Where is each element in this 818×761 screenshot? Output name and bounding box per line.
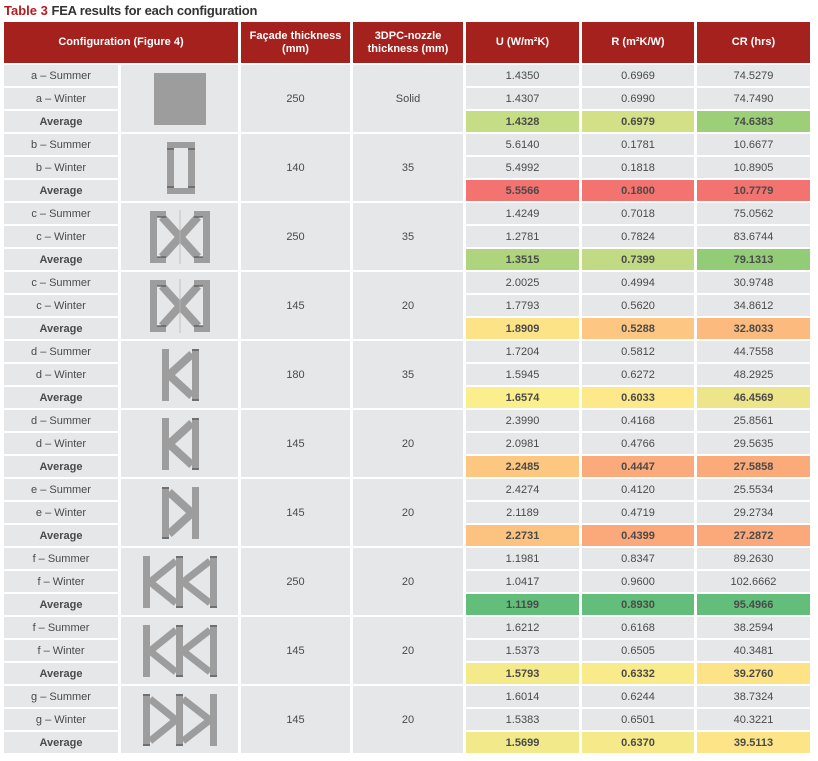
configuration-figure (121, 134, 238, 201)
average-label: Average (4, 180, 118, 201)
configuration-figure (121, 341, 238, 408)
average-u-value: 1.8909 (466, 318, 579, 339)
row-label: c – Summer (4, 203, 118, 224)
u-value: 5.6140 (466, 134, 579, 155)
u-value: 1.5945 (466, 364, 579, 385)
cr-value: 34.8612 (697, 295, 810, 316)
facade-thickness-value: 250 (241, 548, 350, 615)
table-row (4, 65, 810, 86)
r-value: 0.5620 (582, 295, 694, 316)
u-value: 2.1189 (466, 502, 579, 523)
average-u-value: 1.5793 (466, 663, 579, 684)
u-value: 2.3990 (466, 410, 579, 431)
cr-value: 10.8905 (697, 157, 810, 178)
average-r-value: 0.7399 (582, 249, 694, 270)
configuration-figure (121, 686, 238, 753)
average-label: Average (4, 594, 118, 615)
average-cr-value: 74.6383 (697, 111, 810, 132)
nozzle-thickness-value: 35 (353, 203, 463, 270)
average-u-value: 1.4328 (466, 111, 579, 132)
facade-thickness-value: 145 (241, 686, 350, 753)
average-cr-value: 27.5858 (697, 456, 810, 477)
header-cr-value: CR (hrs) (697, 22, 810, 63)
average-cr-value: 39.5113 (697, 732, 810, 753)
row-label: f – Summer (4, 617, 118, 638)
nozzle-thickness-value: 20 (353, 617, 463, 684)
average-r-value: 0.6979 (582, 111, 694, 132)
facade-thickness-value: 250 (241, 203, 350, 270)
cr-value: 40.3221 (697, 709, 810, 730)
r-value: 0.6244 (582, 686, 694, 707)
u-value: 1.7204 (466, 341, 579, 362)
cr-value: 29.2734 (697, 502, 810, 523)
row-label: a – Summer (4, 65, 118, 86)
nozzle-thickness-value: 20 (353, 548, 463, 615)
table-row (4, 617, 810, 638)
header-u-value: U (W/m²K) (466, 22, 579, 63)
configuration-figure (121, 410, 238, 477)
r-value: 0.5812 (582, 341, 694, 362)
average-r-value: 0.1800 (582, 180, 694, 201)
facade-thickness-value: 140 (241, 134, 350, 201)
table-row (4, 479, 810, 500)
r-value: 0.4120 (582, 479, 694, 500)
double-diagonal-icon (140, 622, 220, 680)
configuration-figure (121, 548, 238, 615)
cr-value: 25.5534 (697, 479, 810, 500)
average-label: Average (4, 111, 118, 132)
table-caption-text: FEA results for each configuration (51, 3, 258, 18)
cr-value: 74.7490 (697, 88, 810, 109)
average-u-value: 1.6574 (466, 387, 579, 408)
average-label: Average (4, 732, 118, 753)
average-label: Average (4, 456, 118, 477)
u-value: 1.7793 (466, 295, 579, 316)
r-value: 0.4719 (582, 502, 694, 523)
row-label: b – Summer (4, 134, 118, 155)
u-value: 2.0981 (466, 433, 579, 454)
row-label: c – Summer (4, 272, 118, 293)
u-value: 2.4274 (466, 479, 579, 500)
row-label: g – Summer (4, 686, 118, 707)
hollow-frame-icon (140, 139, 220, 197)
cross-diagonal-icon (140, 277, 220, 335)
row-label: c – Winter (4, 295, 118, 316)
u-value: 2.0025 (466, 272, 579, 293)
average-cr-value: 79.1313 (697, 249, 810, 270)
row-label: g – Winter (4, 709, 118, 730)
average-u-value: 2.2485 (466, 456, 579, 477)
header-configuration: Configuration (Figure 4) (4, 22, 238, 63)
cr-value: 48.2925 (697, 364, 810, 385)
row-label: e – Summer (4, 479, 118, 500)
nozzle-thickness-value: 35 (353, 134, 463, 201)
header-row (4, 22, 810, 63)
nozzle-thickness-value: 20 (353, 686, 463, 753)
configuration-figure (121, 617, 238, 684)
r-value: 0.6990 (582, 88, 694, 109)
cross-diagonal-icon (140, 208, 220, 266)
row-label: f – Winter (4, 571, 118, 592)
cr-value: 38.2594 (697, 617, 810, 638)
configuration-figure (121, 203, 238, 270)
header-facade-thickness: Façade thickness (mm) (241, 22, 350, 63)
facade-thickness-value: 250 (241, 65, 350, 132)
row-label: e – Winter (4, 502, 118, 523)
half-diagonal-icon (140, 346, 220, 404)
row-label: c – Winter (4, 226, 118, 247)
cr-value: 38.7324 (697, 686, 810, 707)
average-cr-value: 46.4569 (697, 387, 810, 408)
r-value: 0.7824 (582, 226, 694, 247)
average-r-value: 0.6332 (582, 663, 694, 684)
table-row (4, 686, 810, 707)
configuration-figure (121, 479, 238, 546)
r-value: 0.6505 (582, 640, 694, 661)
u-value: 1.6014 (466, 686, 579, 707)
average-label: Average (4, 663, 118, 684)
r-value: 0.6168 (582, 617, 694, 638)
u-value: 1.0417 (466, 571, 579, 592)
facade-thickness-value: 145 (241, 410, 350, 477)
r-value: 0.7018 (582, 203, 694, 224)
facade-thickness-value: 180 (241, 341, 350, 408)
cr-value: 29.5635 (697, 433, 810, 454)
u-value: 1.4307 (466, 88, 579, 109)
table-row (4, 203, 810, 224)
mirrored-half-diagonal-icon (140, 484, 220, 542)
cr-value: 44.7558 (697, 341, 810, 362)
row-label: d – Winter (4, 433, 118, 454)
r-value: 0.4994 (582, 272, 694, 293)
r-value: 0.9600 (582, 571, 694, 592)
row-label: a – Winter (4, 88, 118, 109)
r-value: 0.6501 (582, 709, 694, 730)
average-u-value: 1.1199 (466, 594, 579, 615)
facade-thickness-value: 145 (241, 617, 350, 684)
average-cr-value: 10.7779 (697, 180, 810, 201)
table-row (4, 548, 810, 569)
solid-block-icon (140, 70, 220, 128)
nozzle-thickness-value: 20 (353, 479, 463, 546)
average-u-value: 1.5699 (466, 732, 579, 753)
table-row (4, 410, 810, 431)
r-value: 0.4168 (582, 410, 694, 431)
r-value: 0.6272 (582, 364, 694, 385)
u-value: 1.6212 (466, 617, 579, 638)
u-value: 5.4992 (466, 157, 579, 178)
u-value: 1.5383 (466, 709, 579, 730)
average-label: Average (4, 318, 118, 339)
cr-value: 83.6744 (697, 226, 810, 247)
average-r-value: 0.5288 (582, 318, 694, 339)
nozzle-thickness-value: Solid (353, 65, 463, 132)
fea-results-table (1, 20, 813, 755)
nozzle-thickness-value: 20 (353, 410, 463, 477)
average-cr-value: 39.2760 (697, 663, 810, 684)
cr-value: 10.6677 (697, 134, 810, 155)
average-r-value: 0.4399 (582, 525, 694, 546)
cr-value: 30.9748 (697, 272, 810, 293)
r-value: 0.1818 (582, 157, 694, 178)
average-r-value: 0.8930 (582, 594, 694, 615)
row-label: f – Summer (4, 548, 118, 569)
average-u-value: 5.5566 (466, 180, 579, 201)
u-value: 1.2781 (466, 226, 579, 247)
average-label: Average (4, 387, 118, 408)
average-r-value: 0.6370 (582, 732, 694, 753)
r-value: 0.4766 (582, 433, 694, 454)
u-value: 1.4249 (466, 203, 579, 224)
header-r-value: R (m²K/W) (582, 22, 694, 63)
double-mirrored-diagonal-icon (140, 691, 220, 749)
average-cr-value: 27.2872 (697, 525, 810, 546)
table-row (4, 341, 810, 362)
u-value: 1.5373 (466, 640, 579, 661)
table-caption (4, 2, 257, 20)
header-nozzle-thickness: 3DPC-nozzle thickness (mm) (353, 22, 463, 63)
row-label: b – Winter (4, 157, 118, 178)
average-label: Average (4, 525, 118, 546)
table-row (4, 272, 810, 293)
configuration-figure (121, 272, 238, 339)
cr-value: 25.8561 (697, 410, 810, 431)
u-value: 1.4350 (466, 65, 579, 86)
average-u-value: 2.2731 (466, 525, 579, 546)
r-value: 0.6969 (582, 65, 694, 86)
row-label: d – Summer (4, 341, 118, 362)
cr-value: 74.5279 (697, 65, 810, 86)
row-label: f – Winter (4, 640, 118, 661)
table-row (4, 134, 810, 155)
r-value: 0.1781 (582, 134, 694, 155)
facade-thickness-value: 145 (241, 272, 350, 339)
r-value: 0.8347 (582, 548, 694, 569)
cr-value: 40.3481 (697, 640, 810, 661)
row-label: d – Summer (4, 410, 118, 431)
average-r-value: 0.6033 (582, 387, 694, 408)
configuration-figure (121, 65, 238, 132)
nozzle-thickness-value: 35 (353, 341, 463, 408)
average-r-value: 0.4447 (582, 456, 694, 477)
average-u-value: 1.3515 (466, 249, 579, 270)
row-label: d – Winter (4, 364, 118, 385)
nozzle-thickness-value: 20 (353, 272, 463, 339)
average-cr-value: 95.4966 (697, 594, 810, 615)
double-diagonal-icon (140, 553, 220, 611)
average-label: Average (4, 249, 118, 270)
facade-thickness-value: 145 (241, 479, 350, 546)
half-diagonal-icon (140, 415, 220, 473)
cr-value: 75.0562 (697, 203, 810, 224)
table-caption-label: Table 3 (4, 3, 48, 18)
cr-value: 102.6662 (697, 571, 810, 592)
cr-value: 89.2630 (697, 548, 810, 569)
average-cr-value: 32.8033 (697, 318, 810, 339)
u-value: 1.1981 (466, 548, 579, 569)
